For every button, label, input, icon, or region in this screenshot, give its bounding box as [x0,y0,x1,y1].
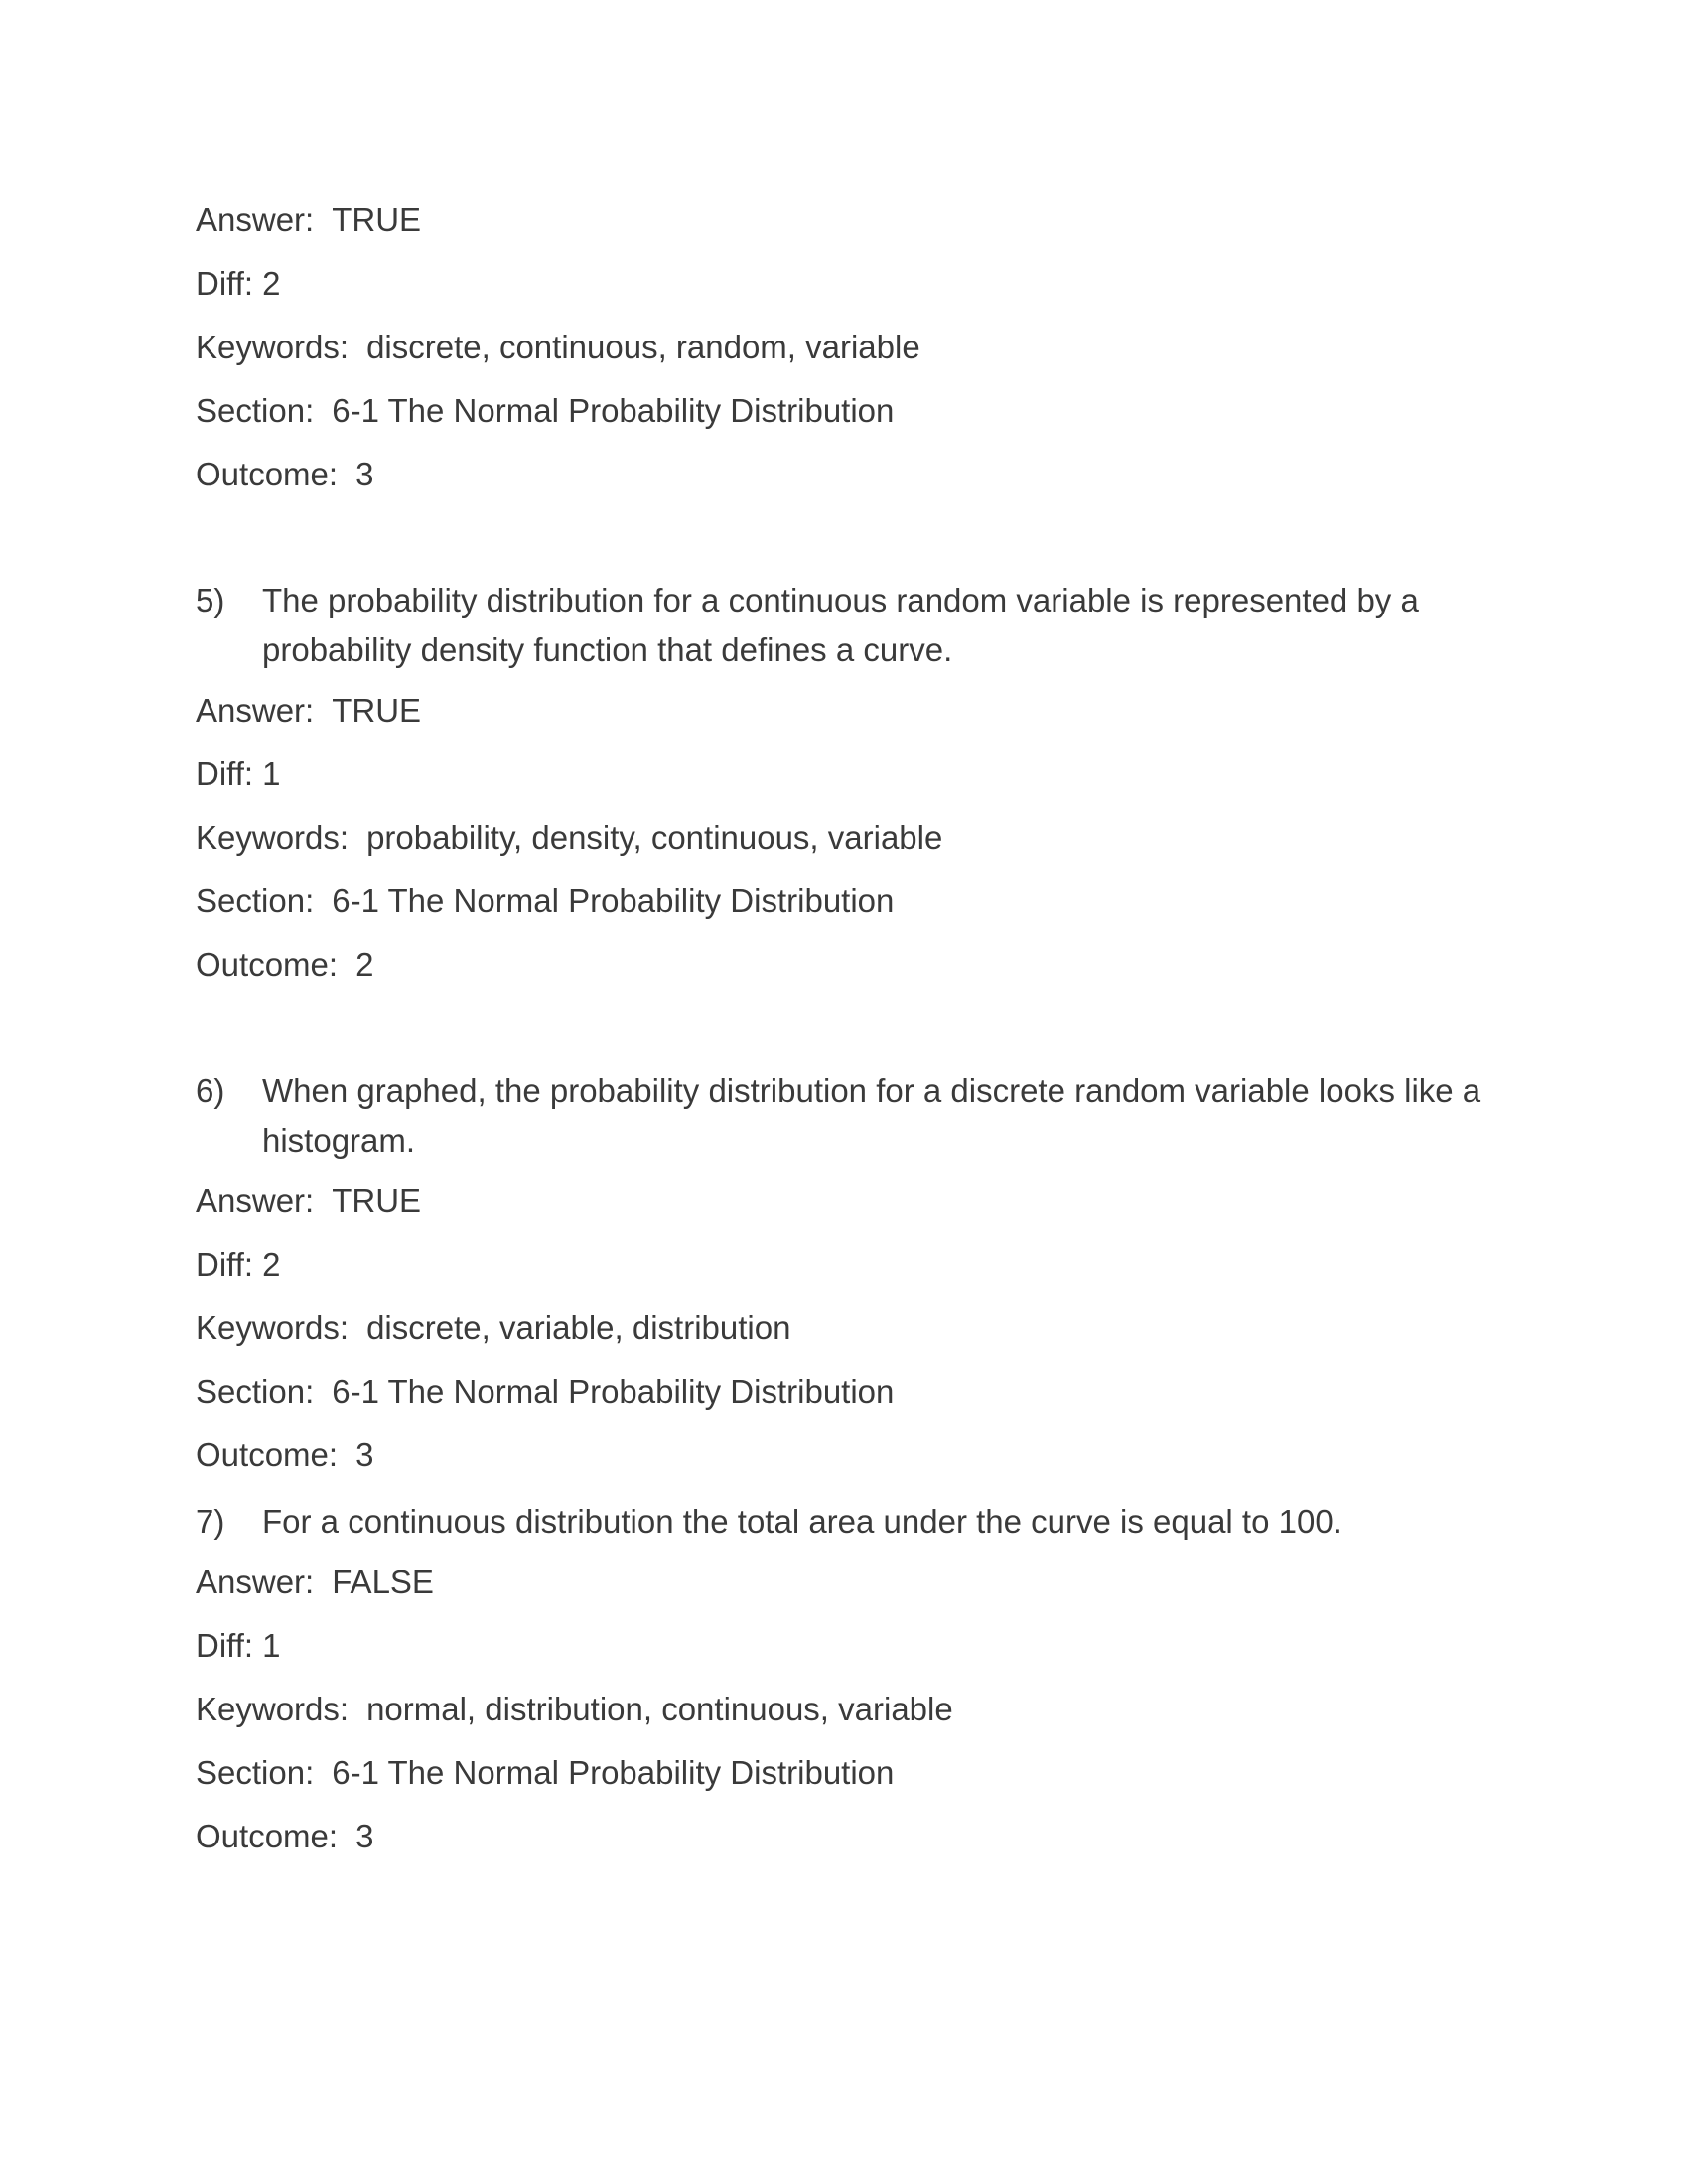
keywords-label: Keywords: [196,329,350,365]
outcome-line [196,1433,1496,1477]
diff-label: Diff: [196,1246,254,1283]
answer-line [196,1561,1496,1604]
answer-label: Answer: [196,202,315,238]
answer-value: FALSE [332,1564,434,1600]
question-number: 7) [196,1503,225,1540]
diff-value: 1 [262,755,281,792]
answer-line [196,689,1496,733]
question-block-6 [196,1066,1496,1497]
diff-line [196,1624,1496,1668]
keywords-value: discrete, continuous, random, variable [366,329,920,365]
outcome-line [196,1815,1496,1858]
diff-value: 2 [262,265,281,302]
keywords-line [196,1688,1496,1731]
keywords-line [196,1306,1496,1350]
question-5 [196,576,1496,675]
question-text: For a continuous distribution the total area under the curve is equal to 100. [262,1503,1342,1540]
diff-value: 2 [262,1246,281,1283]
outcome-line [196,453,1496,496]
question-block-4-metadata [196,199,1496,516]
diff-value: 1 [262,1627,281,1664]
keywords-value: discrete, variable, distribution [366,1309,791,1346]
section-value: 6-1 The Normal Probability Distribution [332,1754,895,1791]
answer-value: TRUE [332,1182,422,1219]
section-value: 6-1 The Normal Probability Distribution [332,1373,895,1410]
question-block-5 [196,576,1496,1007]
question-text: The probability distribution for a continuous random variable is represented by a probability density function that defines a curve. [262,582,1419,668]
section-label: Section: [196,1373,315,1410]
section-label: Section: [196,1754,315,1791]
question-text: When graphed, the probability distribution for a discrete random variable looks like a histogram. [262,1072,1481,1159]
outcome-value: 3 [355,1436,374,1473]
keywords-line [196,326,1496,369]
section-line [196,880,1496,923]
keywords-label: Keywords: [196,1309,350,1346]
answer-value: TRUE [332,202,422,238]
question-number: 6) [196,1072,225,1109]
section-line [196,1751,1496,1795]
diff-line [196,262,1496,306]
keywords-line [196,816,1496,860]
outcome-label: Outcome: [196,1818,339,1854]
section-value: 6-1 The Normal Probability Distribution [332,883,895,919]
section-line [196,1370,1496,1414]
diff-label: Diff: [196,265,254,302]
diff-label: Diff: [196,1627,254,1664]
answer-value: TRUE [332,692,422,729]
section-value: 6-1 The Normal Probability Distribution [332,392,895,429]
section-label: Section: [196,883,315,919]
outcome-value: 3 [355,1818,374,1854]
outcome-label: Outcome: [196,1436,339,1473]
outcome-value: 2 [355,946,374,983]
outcome-value: 3 [355,456,374,492]
outcome-line [196,943,1496,987]
diff-line [196,752,1496,796]
answer-label: Answer: [196,692,315,729]
outcome-label: Outcome: [196,456,339,492]
diff-line [196,1243,1496,1287]
section-label: Section: [196,392,315,429]
keywords-label: Keywords: [196,1691,350,1727]
question-number: 5) [196,582,225,618]
keywords-value: probability, density, continuous, variable [366,819,943,856]
section-line [196,389,1496,433]
keywords-value: normal, distribution, continuous, variable [366,1691,953,1727]
answer-line [196,199,1496,242]
answer-label: Answer: [196,1564,315,1600]
answer-line [196,1179,1496,1223]
question-6 [196,1066,1496,1165]
keywords-label: Keywords: [196,819,350,856]
question-7 [196,1497,1496,1547]
diff-label: Diff: [196,755,254,792]
outcome-label: Outcome: [196,946,339,983]
question-block-7 [196,1497,1496,1878]
answer-label: Answer: [196,1182,315,1219]
